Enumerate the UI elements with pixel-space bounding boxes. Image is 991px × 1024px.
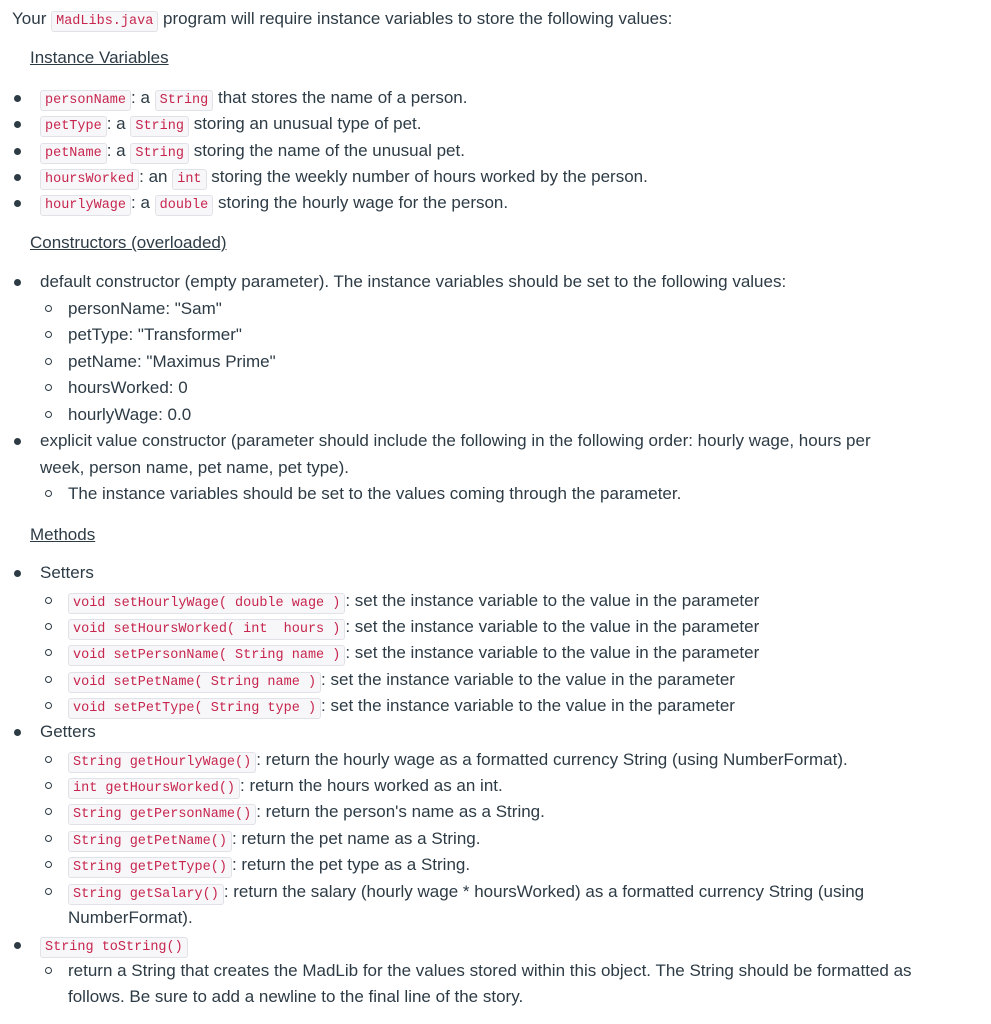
bullet-circle-icon — [45, 808, 52, 815]
bullet-circle-icon — [45, 358, 52, 365]
intro-prefix: Your — [12, 9, 47, 28]
method-desc-continued: NumberFormat). — [68, 908, 193, 927]
method-desc: : set the instance variable to the value in the parameter — [321, 670, 735, 689]
method-signature-code: void setHoursWorked( int hours ) — [68, 619, 345, 640]
method-signature-code: String getPersonName() — [68, 804, 256, 825]
intro-suffix: program will require instance variables to store the following values: — [163, 9, 673, 28]
method-signature-code: void setPetName( String name ) — [68, 672, 321, 693]
variable-type-code: String — [130, 143, 189, 164]
methods-heading: Methods — [30, 525, 96, 544]
bullet-disc-icon — [14, 438, 21, 445]
bullet-disc-icon — [14, 729, 21, 736]
variable-article: : a — [106, 141, 126, 160]
bullet-circle-icon — [45, 676, 52, 683]
bullet-circle-icon — [45, 597, 52, 604]
variable-article: : an — [139, 167, 168, 186]
bullet-disc-icon — [14, 570, 21, 577]
bullet-circle-icon — [45, 782, 52, 789]
variable-type-code: int — [172, 169, 206, 190]
method-desc: : set the instance variable to the value in the parameter — [345, 591, 760, 610]
instance-variables-heading: Instance Variables — [30, 48, 169, 67]
variable-article: : a — [131, 88, 150, 107]
tostring-desc-line2: follows. Be sure to add a newline to the final line of the story. — [68, 987, 524, 1006]
method-signature-code: void setHourlyWage( double wage ) — [68, 593, 345, 614]
method-desc: : return the hourly wage as a formatted currency String (using NumberFormat). — [256, 750, 848, 769]
bullet-disc-icon — [14, 942, 21, 949]
bullet-disc-icon — [14, 95, 21, 102]
bullet-circle-icon — [45, 888, 52, 895]
variable-article: : a — [131, 193, 150, 212]
bullet-disc-icon — [14, 148, 21, 155]
bullet-disc-icon — [14, 174, 21, 181]
variable-desc: storing the weekly number of hours worked by the person. — [211, 167, 648, 186]
variable-name-code: petName — [40, 143, 107, 164]
intro-line — [12, 8, 672, 32]
variable-desc: storing the name of the unusual pet. — [193, 141, 465, 160]
variable-type-code: double — [155, 195, 214, 216]
default-value: personName: "Sam" — [68, 299, 222, 318]
getters-label: Getters — [40, 722, 96, 741]
explicit-constructor-sub: The instance variables should be set to the values coming through the parameter. — [68, 484, 682, 503]
variable-name-code: hourlyWage — [40, 195, 131, 216]
variable-name-code: hoursWorked — [40, 169, 139, 190]
method-signature-code: String getPetType() — [68, 857, 232, 878]
method-signature-code: void setPetType( String type ) — [68, 698, 321, 719]
bullet-circle-icon — [45, 835, 52, 842]
bullet-disc-icon — [14, 200, 21, 207]
file-name-code: MadLibs.java — [51, 11, 158, 32]
bullet-circle-icon — [45, 967, 52, 974]
bullet-circle-icon — [45, 411, 52, 418]
default-value: petName: "Maximus Prime" — [68, 352, 276, 371]
method-desc: : return the pet name as a String. — [231, 829, 481, 848]
tostring-desc-line1: return a String that creates the MadLib for the values stored within this object. The String should be formatted as — [68, 961, 912, 980]
variable-type-code: String — [155, 90, 214, 111]
method-desc: : return the salary (hourly wage * hoursWorked) as a formatted currency String (using — [223, 882, 865, 901]
default-value: hourlyWage: 0.0 — [68, 405, 192, 424]
variable-type-code: String — [130, 116, 189, 137]
method-desc: : set the instance variable to the value in the parameter — [345, 617, 760, 636]
bullet-circle-icon — [45, 305, 52, 312]
method-signature-code: void setPersonName( String name ) — [68, 645, 345, 666]
setters-label: Setters — [40, 563, 94, 582]
explicit-constructor-line1: explicit value constructor (parameter should include the following in the following order: hourly wage, hours per — [40, 431, 871, 450]
bullet-circle-icon — [45, 861, 52, 868]
bullet-circle-icon — [45, 623, 52, 630]
bullet-circle-icon — [45, 331, 52, 338]
explicit-constructor-line2: week, person name, pet name, pet type). — [40, 458, 350, 477]
bullet-disc-icon — [14, 121, 21, 128]
method-desc: : set the instance variable to the value in the parameter — [321, 696, 735, 715]
constructors-heading: Constructors (overloaded) — [30, 233, 227, 252]
method-desc: : return the pet type as a String. — [231, 855, 471, 874]
tostring-signature-code: String toString() — [40, 937, 188, 958]
method-desc: : return the person's name as a String. — [256, 802, 545, 821]
bullet-circle-icon — [45, 649, 52, 656]
method-signature-code: int getHoursWorked() — [68, 778, 240, 799]
method-desc: : set the instance variable to the value in the parameter — [345, 643, 760, 662]
default-value: petType: "Transformer" — [68, 325, 242, 344]
method-signature-code: String getHourlyWage() — [68, 752, 256, 773]
variable-desc: that stores the name of a person. — [218, 88, 468, 107]
default-value: hoursWorked: 0 — [68, 378, 188, 397]
bullet-circle-icon — [45, 384, 52, 391]
method-signature-code: String getSalary() — [68, 884, 224, 905]
variable-name-code: personName — [40, 90, 131, 111]
variable-name-code: petType — [40, 116, 107, 137]
variable-article: : a — [106, 114, 126, 133]
bullet-circle-icon — [45, 756, 52, 763]
method-desc: : return the hours worked as an int. — [240, 776, 503, 795]
default-constructor-text: default constructor (empty parameter). The instance variables should be set to the following values: — [40, 272, 787, 291]
variable-desc: storing an unusual type of pet. — [193, 114, 422, 133]
method-signature-code: String getPetName() — [68, 831, 232, 852]
bullet-disc-icon — [14, 279, 21, 286]
bullet-circle-icon — [45, 702, 52, 709]
bullet-circle-icon — [45, 490, 52, 497]
variable-desc: storing the hourly wage for the person. — [218, 193, 509, 212]
